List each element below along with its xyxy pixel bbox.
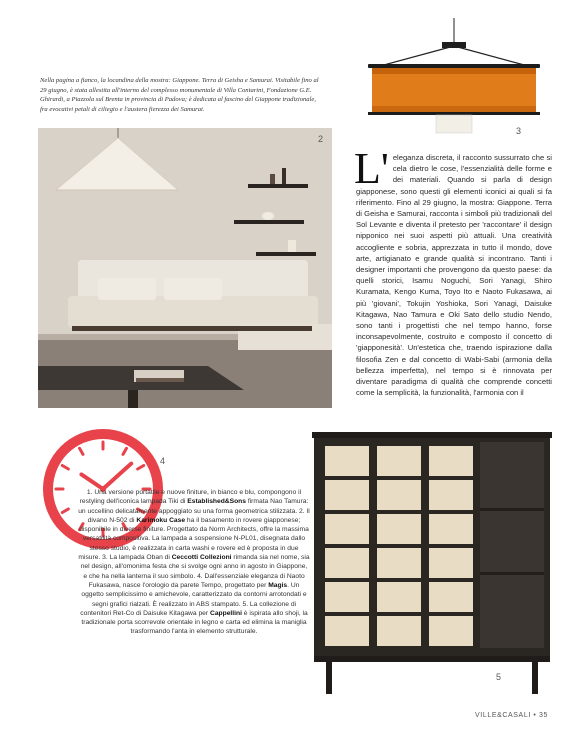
brand-established-sons: Established&Sons bbox=[187, 498, 246, 506]
caption-5: 5. La collezione di contenitori Ret-Co di Daisuke Kitagawa per Cappellini è ispirata allo shoji, la tradizionale porta scorrevole orientale in legno e carta ed elimina la maniglia trasformando l'anta in elemento strutturale. bbox=[80, 600, 308, 636]
brand-magis: Magis bbox=[268, 581, 288, 589]
shoji-panel bbox=[429, 548, 473, 578]
shoji-panel bbox=[377, 446, 421, 476]
shoji-panel bbox=[429, 616, 473, 646]
shoji-panel bbox=[377, 514, 421, 544]
figure-number-3: 3 bbox=[516, 126, 522, 136]
intro-text: Nella pagina a fianco, la locandina della mostra: Giappone. Terra di Geisha e Samurai. Visitabile fino al 29 giugno, è stata allestita all'interno del complesso monumentale di Villa Contarini, Fondazione G.E. Ghirardi, a Piazzola sul Brenta in provincia di Padova; è dedicata al fascino del Giappone tradizionale, fra evocativi petali di ciliegio e l'austera fierezza dei Samurai. bbox=[40, 77, 319, 113]
brand-cappellini: Cappellini bbox=[209, 609, 242, 617]
dropcap: L' bbox=[354, 144, 389, 193]
sofa-drawing bbox=[38, 128, 332, 408]
shoji-panel bbox=[325, 616, 369, 646]
brand-ceccotti-collezioni: Ceccotti Collezioni bbox=[171, 554, 232, 562]
figure-number-2: 2 bbox=[318, 134, 324, 144]
shoji-panel bbox=[429, 480, 473, 510]
shoji-panel bbox=[429, 514, 473, 544]
shoji-panel bbox=[429, 446, 473, 476]
intro-caption bbox=[40, 76, 325, 114]
shoji-panel bbox=[377, 480, 421, 510]
shoji-panel bbox=[325, 480, 369, 510]
lamp-oban-drawing bbox=[356, 18, 552, 136]
shoji-panel bbox=[377, 582, 421, 612]
lamp-shade bbox=[372, 68, 536, 112]
caption-3: 3. La lampada Oban di Ceccotti Collezioni rimanda sia nel nome, sia nel design, all'omonima festa che si svolge ogni anno in agosto in Giappone, e che ha nella lanterna il suo simbolo. bbox=[80, 554, 310, 580]
lamp-oban-image bbox=[356, 18, 552, 136]
figure-number-5: 5 bbox=[496, 672, 502, 682]
article-text: eleganza discreta, il racconto sussurrato che si cela dietro le cose, l'essenzialità delle forme e dei materiali. Quando si parla di design giapponese, sono questi gli elementi iconici ai quali si fa riferimento. Fino al 29 giugno, la mostra: Giappone. Terra di Geisha e Samurai, racconta i simboli più tradizionali del Sol Levante e diventa il pretesto per 'raccontare' il design nipponico nei suoi aspetti più attuali. Una creatività accogliente e sobria, apprezzata in tutto il mondo, dove arte, artigianato e grande qualità si incontrano. Tanti i designer importanti che provengono da questo paese: da quelli storici, Isamu Noguchi, Sori Yanagi, Shiro Kuramata, Kengo Kuma, Toyo Ito e Naoto Fukasawa, ai più 'giovani', Tokujin Yoshioka, Sori Yanagi, Daisuke Kitagawa, Nao Tamura e Oki Sato dello studio Nendo, sono tanti i progettisti che nel tempo hanno, forse inconsapevolmente, costruito e composto il concetto di 'giapponesità'. Un'estetica che, traendo ispirazione dalla filosofia Zen e dal concetto di Wabi-Sabi (armonia della bellezza imperfetta), nel tempo si è rinnovata per diventare paradigma di qualità che comprende concetti come la semplicità, la funzionalità, l'armonia con il bbox=[356, 153, 552, 398]
cabinet-drawing bbox=[312, 432, 552, 694]
brand-karimoku-case: Karimoku Case bbox=[136, 516, 186, 524]
shoji-panel bbox=[325, 514, 369, 544]
shoji-panel bbox=[325, 582, 369, 612]
retco-cabinet-image bbox=[312, 432, 552, 694]
caption-2: 2. Il divano N-502 di Karimoku Case ha il basamento in rovere giapponese; disponibile in diverse finiture. Progettato da Norm Architects, offre la massima versatilità compositiva. La lampada a sospensione N-PL01, disegnata dallo stesso studio, è realizzata in carta washi e rovere ed è proposta in due misure. bbox=[78, 507, 310, 562]
captions-block bbox=[78, 488, 310, 637]
figure-number-4: 4 bbox=[160, 456, 166, 466]
shoji-panel bbox=[325, 548, 369, 578]
shoji-panel bbox=[377, 548, 421, 578]
sofa-photo bbox=[38, 128, 332, 408]
article-body bbox=[354, 144, 552, 398]
shoji-panel bbox=[429, 582, 473, 612]
page-footer: VILLE&CASALI • 35 bbox=[475, 712, 548, 719]
caption-1: 1. Una versione portatile e nuove finiture, in bianco e blu, compongono il restyling dell'iconica lampada Tiki di Established&Sons firmata Nao Tamura: un uccellino delicatamente appoggiato su una forma geometrica stilizzata. bbox=[78, 489, 309, 515]
shoji-panel bbox=[377, 616, 421, 646]
shoji-panel bbox=[325, 446, 369, 476]
caption-4: 4. Dall'essenziale eleganza di Naoto Fukasawa, nasce l'orologio da parete Tempo, progettato per Magis. Un oggetto semplicissimo e amichevole, caratterizzato da contorni arrotondati e segni grafici rialzati. È realizzato in ABS stampato. bbox=[81, 572, 307, 608]
